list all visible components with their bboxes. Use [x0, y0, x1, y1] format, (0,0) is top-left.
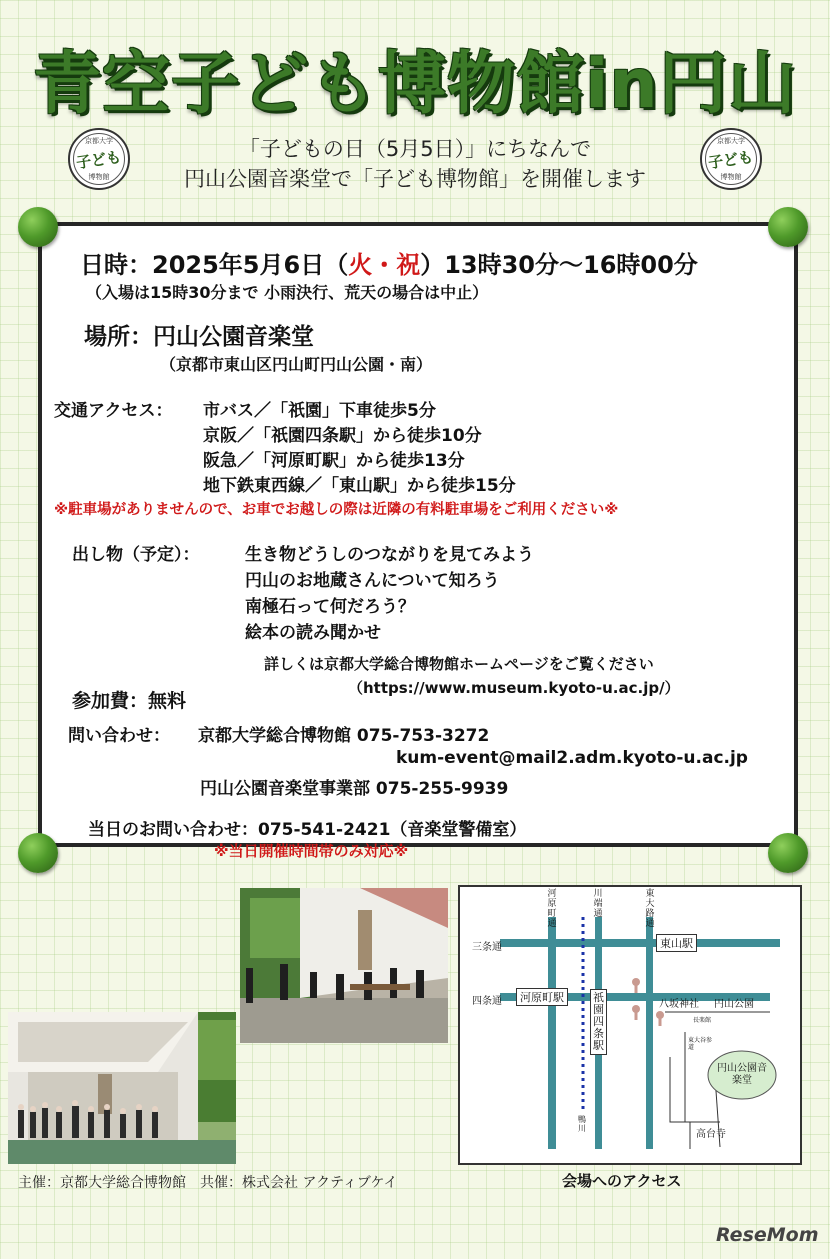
- map-label-chorakukan: 長楽館: [693, 1017, 712, 1024]
- access-route: 阪急／「河原町駅」から徒歩13分: [203, 451, 465, 471]
- access-map: [458, 885, 802, 1165]
- venue: 場所：円山公園音楽堂: [84, 324, 314, 350]
- subtitle-line-2: 円山公園音楽堂で「子ども博物館」を開催します: [184, 167, 646, 191]
- parking-note: ※駐車場がありませんので、お車でお越しの際は近隣の有料駐車場をご利用ください※: [54, 502, 619, 518]
- contact-hall: 円山公園音楽堂事業部 075-255-9939: [200, 779, 509, 799]
- day-contact: 当日のお問い合わせ：075-541-2421（音楽堂警備室）: [88, 820, 527, 840]
- event-photo-activity: [240, 888, 448, 1043]
- map-label-higashiotani: 東大谷参道: [688, 1037, 713, 1051]
- map-station-higashiyama: 東山駅: [656, 934, 697, 952]
- participation-fee: 参加費：無料: [72, 690, 187, 712]
- access-route: 京阪／「祇園四条駅」から徒歩10分: [203, 426, 482, 446]
- map-label-yasaka: 八坂神社: [659, 999, 699, 1010]
- exhibit-item: 南極石って何だろう？: [245, 597, 415, 617]
- map-label-kamogawa: 鴨川: [578, 1115, 586, 1133]
- access-route: 地下鉄東西線／「東山駅」から徒歩15分: [203, 476, 516, 496]
- access-label: 交通アクセス：: [54, 401, 173, 421]
- map-label-higashioji: 東大路通: [645, 889, 655, 929]
- map-label-kawabata: 川端通: [593, 889, 603, 919]
- watermark-logo: ReseMom: [716, 1224, 819, 1246]
- museum-seal-right: 京都大学 子ども 博物館: [700, 128, 762, 190]
- exhibits-label: 出し物（予定）：: [72, 545, 200, 565]
- map-label-kawaramachi: 河原町通: [547, 889, 557, 929]
- website-link[interactable]: （https://www.museum.kyoto-u.ac.jp/）: [348, 679, 680, 697]
- contact-museum: 京都大学総合博物館 075-753-3272: [198, 726, 490, 746]
- venue-address: （京都市東山区円山町円山公園・南）: [160, 355, 433, 374]
- corner-ball-icon: [768, 833, 808, 873]
- map-caption: 会場へのアクセス: [562, 1172, 682, 1190]
- map-label-maruyama-park: 円山公園: [714, 999, 754, 1010]
- map-label-venue: 円山公園音楽堂: [717, 1063, 767, 1086]
- map-label-sanjo: 三条通: [472, 942, 502, 953]
- day-contact-note: ※当日開催時間帯のみ対応※: [214, 842, 409, 860]
- exhibit-item: 絵本の読み聞かせ: [245, 623, 381, 643]
- entry-note: （入場は15時30分まで 小雨決行、荒天の場合は中止）: [86, 283, 489, 302]
- corner-ball-icon: [18, 207, 58, 247]
- organizer-credit: 主催：京都大学総合博物館 共催：株式会社 アクティブケイ: [18, 1175, 398, 1191]
- exhibit-item: 円山のお地蔵さんについて知ろう: [245, 571, 500, 591]
- contact-email[interactable]: kum-event@mail2.adm.kyoto-u.ac.jp: [396, 748, 748, 768]
- page-title: 青空子ども博物館in円山: [33, 45, 797, 124]
- corner-ball-icon: [18, 833, 58, 873]
- exhibit-item: 生き物どうしのつながりを見てみよう: [245, 545, 534, 565]
- details-text: 詳しくは京都大学総合博物館ホームページをご覧ください: [264, 655, 654, 673]
- access-route: 市バス／「祇園」下車徒歩5分: [203, 401, 436, 421]
- map-label-shijo: 四条通: [472, 996, 502, 1007]
- contact-label: 問い合わせ：: [68, 726, 170, 746]
- map-station-kawaramachi: 河原町駅: [516, 988, 568, 1006]
- map-station-gion-shijo: 祇園四条駅: [590, 989, 607, 1055]
- event-datetime: 日時：2025年5月6日（火・祝）13時30分～16時00分: [80, 251, 698, 279]
- map-label-kodaiji: 高台寺: [696, 1129, 726, 1140]
- event-photo-stage: [8, 1012, 236, 1164]
- corner-ball-icon: [768, 207, 808, 247]
- museum-seal-left: 京都大学 子ども 博物館: [68, 128, 130, 190]
- subtitle-line-1: 「子どもの日（5月5日）」にちなんで: [238, 137, 592, 161]
